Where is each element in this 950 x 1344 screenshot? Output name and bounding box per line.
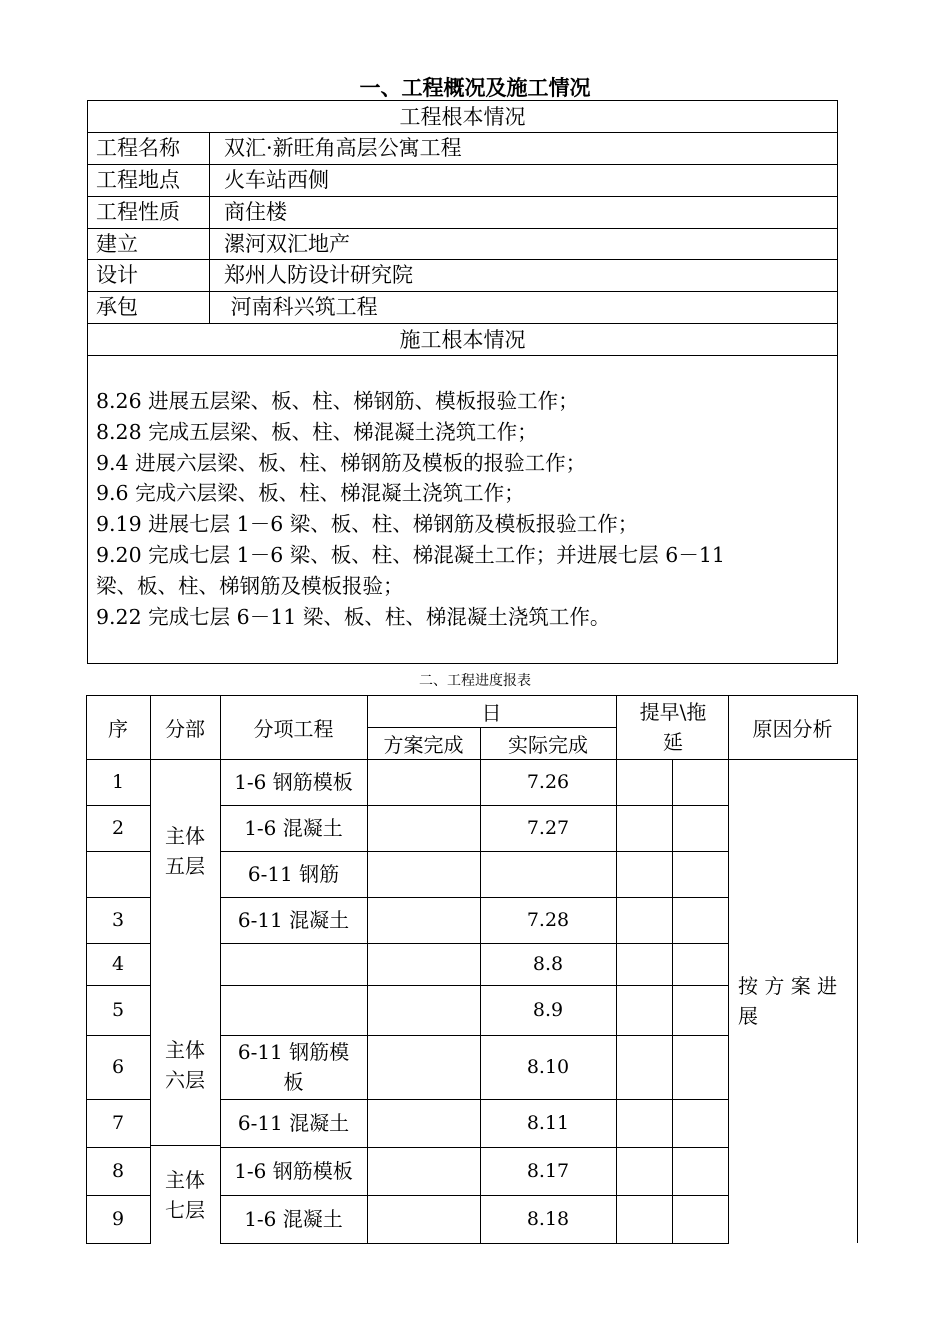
row-actual-cell: 7.26 xyxy=(526,771,570,793)
table-rule xyxy=(672,759,673,1243)
row-item-cell: 1-6 钢筋模板 xyxy=(234,770,353,794)
row-actual-cell: 8.18 xyxy=(526,1208,570,1230)
table-rule xyxy=(86,1099,151,1100)
table-rule xyxy=(367,727,617,728)
header-early-late: 提早\拖延 xyxy=(639,700,707,754)
row-item-cell: 1-6 钢筋模板 xyxy=(234,1159,353,1183)
row-planned-cell xyxy=(367,1195,480,1243)
row-item-cell xyxy=(220,985,367,1035)
info-row xyxy=(88,197,837,229)
row-seq-cell: 9 xyxy=(111,1208,125,1230)
row-planned-cell xyxy=(367,1035,480,1099)
table-rule xyxy=(220,1243,729,1244)
row-item-cell: 6-11 钢筋 xyxy=(247,862,340,886)
row-seq-cell: 5 xyxy=(111,999,125,1021)
log-line: 9.22 完成七层 6－11 梁、板、柱、梯混凝土浇筑工作。 xyxy=(96,604,611,629)
table-rule xyxy=(220,851,729,852)
table-rule xyxy=(86,851,151,852)
row-actual-cell: 8.11 xyxy=(526,1112,570,1134)
table-rule xyxy=(616,695,617,1243)
info-label: 承包 xyxy=(88,292,210,323)
table-rule xyxy=(220,943,729,944)
table-rule xyxy=(86,695,87,1243)
info-value: 郑州人防设计研究院 xyxy=(224,263,413,287)
info-value: 漯河双汇地产 xyxy=(224,232,350,256)
info-row xyxy=(88,260,837,292)
section-cell: 主体七层 xyxy=(165,1168,205,1222)
log-line: 9.6 完成六层梁、板、柱、梯混凝土浇筑工作； xyxy=(96,481,525,506)
header-section: 分部 xyxy=(165,716,205,741)
table-rule xyxy=(86,695,858,696)
table-rule xyxy=(86,1035,151,1036)
info-value: 火车站西侧 xyxy=(224,168,329,192)
construction-basic-header: 施工根本情况 xyxy=(88,324,837,356)
row-seq-cell: 3 xyxy=(111,909,125,931)
table-rule xyxy=(220,897,729,898)
row-actual-cell: 7.28 xyxy=(526,909,570,931)
info-value: 商住楼 xyxy=(224,200,287,224)
table-rule xyxy=(857,695,858,1243)
row-planned-cell xyxy=(367,805,480,851)
table-rule xyxy=(86,1195,151,1196)
section-cell: 主体五层 xyxy=(165,824,205,878)
table-rule xyxy=(86,1243,151,1244)
table-rule xyxy=(86,943,151,944)
page-title: 一、工程概况及施工情况 xyxy=(359,75,591,100)
row-item-cell: 1-6 混凝土 xyxy=(244,1207,343,1231)
table-rule xyxy=(220,1099,729,1100)
info-value: 河南科兴筑工程 xyxy=(224,295,378,319)
reason-cell: 按 方 案 进 展 xyxy=(738,974,838,1028)
table-rule xyxy=(86,985,151,986)
header-seq: 序 xyxy=(108,716,128,741)
info-label: 工程性质 xyxy=(88,197,210,228)
log-line: 梁、板、柱、梯钢筋及模板报验； xyxy=(96,573,404,598)
row-item-cell: 6-11 混凝土 xyxy=(237,1111,350,1135)
section-cell: 主体六层 xyxy=(165,1038,205,1092)
row-seq-cell: 2 xyxy=(111,817,125,839)
info-label: 工程地点 xyxy=(88,165,210,196)
row-actual-cell: 8.10 xyxy=(526,1056,570,1078)
row-item-cell: 6-11 混凝土 xyxy=(237,908,350,932)
row-item-cell xyxy=(220,943,367,985)
table-rule xyxy=(220,1035,729,1036)
row-planned-cell xyxy=(367,985,480,1035)
progress-table-caption: 二、工程进度报表 xyxy=(419,673,531,689)
header-item: 分项工程 xyxy=(253,716,334,741)
header-planned: 方案完成 xyxy=(383,732,464,757)
info-row xyxy=(88,229,837,260)
row-planned-cell xyxy=(367,851,480,897)
table-rule xyxy=(86,1147,151,1148)
project-overview-table xyxy=(87,100,838,664)
log-line: 9.19 进展七层 1－6 梁、板、柱、梯钢筋及模板报验工作； xyxy=(96,512,639,537)
row-planned-cell xyxy=(367,1147,480,1195)
row-item-cell: 1-6 混凝土 xyxy=(244,816,343,840)
row-seq-cell xyxy=(86,851,150,897)
row-actual-cell: 8.8 xyxy=(532,953,564,975)
header-actual: 实际完成 xyxy=(508,732,588,757)
project-basic-header: 工程根本情况 xyxy=(88,101,837,133)
row-planned-cell xyxy=(367,1099,480,1147)
info-value: 双汇·新旺角高层公寓工程 xyxy=(224,136,462,160)
row-actual-cell: 8.17 xyxy=(526,1160,570,1182)
row-seq-cell: 4 xyxy=(111,953,125,975)
header-reason: 原因分析 xyxy=(752,716,833,741)
info-row xyxy=(88,133,837,165)
row-actual-cell: 8.9 xyxy=(532,999,564,1021)
info-label: 设计 xyxy=(88,260,210,291)
header-date-group: 日 xyxy=(481,700,502,725)
table-rule xyxy=(86,805,151,806)
info-label: 建立 xyxy=(88,229,210,259)
row-seq-cell: 7 xyxy=(111,1112,125,1134)
table-rule xyxy=(86,897,151,898)
log-line: 8.26 进展五层梁、板、柱、梯钢筋、模板报验工作； xyxy=(96,389,579,413)
log-line: 8.28 完成五层梁、板、柱、梯混凝土浇筑工作； xyxy=(96,419,538,444)
table-rule xyxy=(220,695,221,1243)
table-rule xyxy=(480,727,481,1243)
table-rule xyxy=(150,1145,221,1146)
row-actual-cell: 7.27 xyxy=(526,817,570,839)
table-rule xyxy=(728,695,729,1243)
info-row xyxy=(88,292,837,324)
info-label: 工程名称 xyxy=(88,133,210,164)
row-planned-cell xyxy=(367,897,480,943)
row-seq-cell: 1 xyxy=(111,771,125,793)
row-planned-cell xyxy=(367,759,480,805)
row-seq-cell: 6 xyxy=(111,1056,125,1078)
table-rule xyxy=(220,805,729,806)
log-line: 9.20 完成七层 1－6 梁、板、柱、梯混凝土工作；并进展七层 6－11 xyxy=(96,542,725,567)
row-seq-cell: 8 xyxy=(111,1160,125,1182)
table-rule xyxy=(367,695,368,1243)
table-rule xyxy=(150,695,151,1243)
table-rule xyxy=(220,985,729,986)
table-rule xyxy=(86,759,858,760)
row-item-cell: 6-11 钢筋模板 xyxy=(237,1040,350,1094)
row-actual-cell xyxy=(480,851,616,897)
row-planned-cell xyxy=(367,943,480,985)
log-line: 9.4 进展六层梁、板、柱、梯钢筋及模板的报验工作； xyxy=(96,450,587,475)
table-rule xyxy=(220,1195,729,1196)
info-row xyxy=(88,165,837,197)
table-rule xyxy=(220,1147,729,1148)
construction-log xyxy=(96,386,829,632)
